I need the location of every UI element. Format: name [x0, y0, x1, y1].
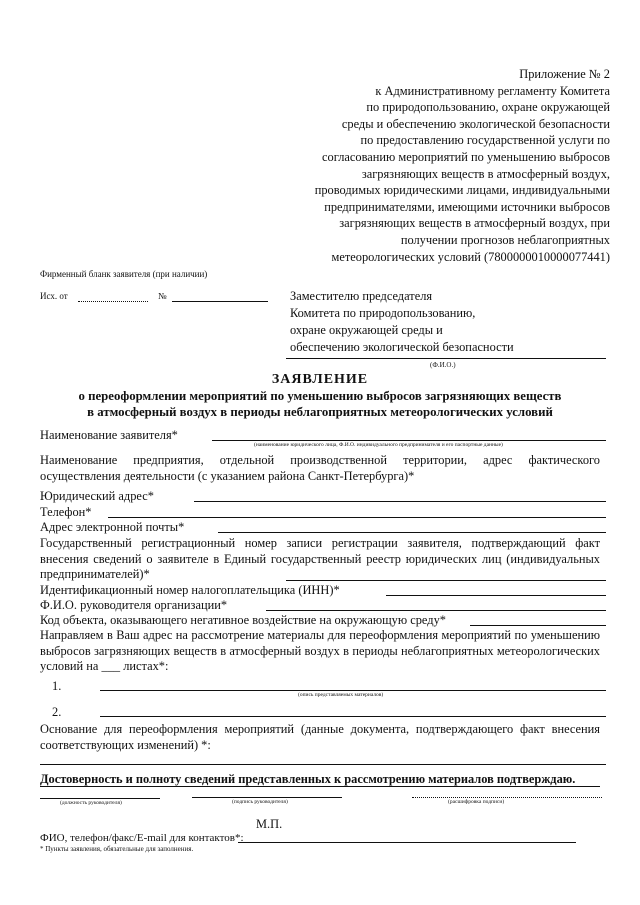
materials-caption: (опись представляемых материалов)	[298, 692, 384, 698]
signature-caption: (подпись руководителя)	[232, 799, 288, 805]
applicant-name-label: Наименование заявителя*	[40, 428, 178, 442]
position-line[interactable]	[40, 798, 160, 799]
appendix-line: к Административному регламенту Комитета	[375, 83, 610, 98]
applicant-caption: (наименование юридического лица, Ф.И.О. индивидуального предпринимателя и его паспортные данные)	[254, 442, 503, 448]
appendix-line: проводимых юридическими лицами, индивидуальными	[314, 183, 610, 198]
footnote: * Пункты заявления, обязательные для заполнения.	[40, 845, 194, 853]
email-line[interactable]	[218, 532, 606, 533]
item-1-line[interactable]	[100, 690, 606, 691]
document-title: ЗАЯВЛЕНИЕ	[271, 372, 369, 387]
appendix-line: предпринимателями, имеющими источники выбросов	[324, 199, 610, 214]
ogrn-line[interactable]	[286, 580, 606, 581]
stamp-label: М.П.	[256, 817, 283, 831]
appendix-line: загрязняющих веществ в атмосферный воздух,	[361, 166, 610, 181]
decoding-line[interactable]	[412, 797, 602, 798]
appendix-line: среды и обеспечению экологической безопасности	[341, 116, 610, 131]
inn-line[interactable]	[386, 595, 606, 596]
fio-caption: (Ф.И.О.)	[430, 361, 456, 369]
item-1-number: 1.	[52, 679, 62, 693]
appendix-line: получении прогнозов неблагоприятных	[400, 232, 610, 247]
applicant-name-line[interactable]	[212, 440, 606, 441]
outgoing-label: Исх. от	[40, 291, 68, 301]
appendix-line: согласованию мероприятий по уменьшению выбросов	[322, 149, 610, 164]
addressee-line: Комитета по природопользованию,	[290, 306, 476, 320]
appendix-line: метеорологических условий (7800000010000077441)	[331, 249, 610, 264]
confirmation-text: Достоверность и полноту сведений представленных к рассмотрению материалов подтверждаю.	[40, 772, 576, 786]
appendix-line: по предоставлению государственной услуги по	[360, 133, 610, 148]
email-label: Адрес электронной почты*	[40, 520, 185, 534]
addressee-block	[290, 288, 514, 356]
number-label: №	[158, 291, 167, 301]
object-code-line[interactable]	[470, 625, 606, 626]
ogrn-label: Государственный регистрационный номер записи регистрации заявителя, подтверждающий факт внесения сведений о заявителе в Единый государственный реестр юридических лиц (индивидуальных предпринимателей)*	[40, 536, 600, 581]
contacts-line[interactable]	[238, 842, 576, 843]
basis-line[interactable]	[40, 764, 606, 765]
enterprise-label: Наименование предприятия, отдельной производственной территории, адрес фактического осуществления деятельности (с указанием района Санкт-Петербурга)*	[40, 453, 600, 483]
addressee-fio-line[interactable]	[286, 358, 606, 359]
outgoing-number-line[interactable]	[172, 301, 268, 302]
outgoing-date-line[interactable]	[78, 301, 148, 302]
materials-intro: Направляем в Ваш адрес на рассмотрение материалы для переоформления мероприятий по уменьшению выбросов загрязняющих веществ в атмосферный воздух в периоды неблагоприятных метеорологических условий на ___ листах*:	[40, 628, 600, 673]
confirmation-underline	[40, 786, 600, 787]
phone-line[interactable]	[108, 517, 606, 518]
title-line-2: в атмосферный воздух в периоды неблагоприятных метеорологических условий	[87, 405, 553, 419]
letterhead-label: Фирменный бланк заявителя (при наличии)	[40, 269, 208, 279]
basis-label: Основание для переоформления мероприятий (данные документа, подтверждающего факт внесения соответствующих изменений) *:	[40, 722, 600, 752]
signature-line[interactable]	[192, 797, 342, 798]
legal-address-line[interactable]	[194, 501, 606, 502]
inn-label: Идентификационный номер налогоплательщика (ИНН)*	[40, 583, 340, 597]
legal-address-label: Юридический адрес*	[40, 489, 154, 503]
decoding-caption: (расшифровка подписи)	[448, 799, 505, 805]
object-code-label: Код объекта, оказывающего негативное воздействие на окружающую среду*	[40, 613, 446, 627]
appendix-header	[190, 66, 610, 265]
contacts-label: ФИО, телефон/факс/E-mail для контактов*:	[40, 832, 244, 844]
item-2-line[interactable]	[100, 716, 606, 717]
addressee-line: обеспечению экологической безопасности	[290, 340, 514, 354]
appendix-line: по природопользованию, охране окружающей	[366, 100, 610, 115]
position-caption: (должность руководителя)	[60, 800, 122, 806]
appendix-line: Приложение № 2	[519, 67, 610, 81]
item-2-number: 2.	[52, 705, 62, 719]
director-label: Ф.И.О. руководителя организации*	[40, 598, 228, 612]
appendix-line: загрязняющих веществ в атмосферный воздух, при	[339, 216, 610, 231]
phone-label: Телефон*	[40, 505, 92, 519]
addressee-line: охране окружающей среды и	[290, 323, 443, 337]
addressee-line: Заместителю председателя	[290, 289, 433, 303]
director-line[interactable]	[266, 610, 606, 611]
title-line-1: о переоформлении мероприятий по уменьшению выбросов загрязняющих веществ	[78, 389, 562, 403]
